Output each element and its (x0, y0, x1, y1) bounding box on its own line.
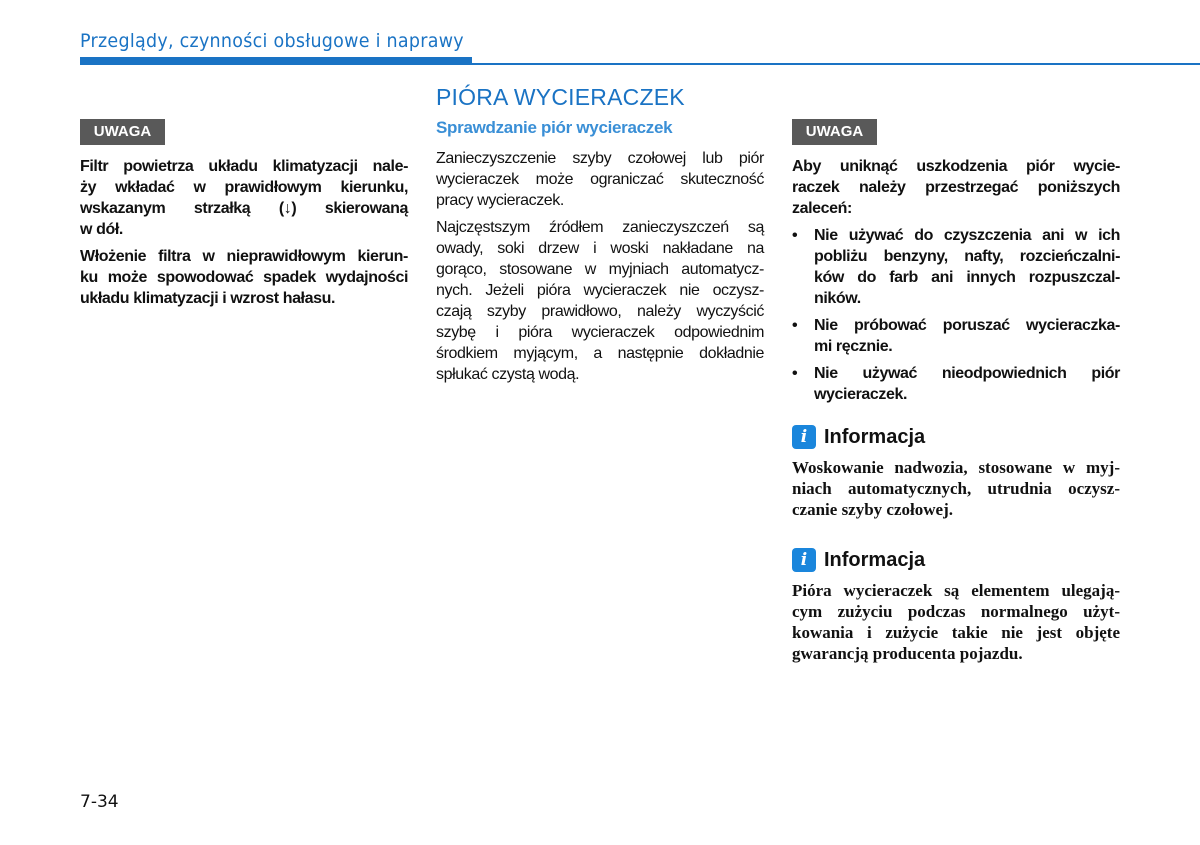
text-line: owady, soki drzew i woski nakładane na (436, 240, 764, 257)
text-line: gwarancją producenta pojazdu. (792, 644, 1023, 663)
text-line: Filtr powietrza układu klimatyzacji nale- (80, 158, 408, 175)
text-line: Woskowanie nadwozia, stosowane w myj- (792, 458, 1120, 477)
bullet-3 (792, 363, 1120, 405)
info-text-2 (792, 580, 1120, 664)
text-line: czanie szyby czołowej. (792, 500, 953, 519)
text-line: nych. Jeżeli pióra wycieraczek nie oczysz- (436, 282, 764, 299)
header-bar (80, 57, 472, 65)
warning-badge-right: UWAGA (792, 119, 877, 145)
right-warning-text (792, 156, 1120, 411)
text-line: gorąco, stosowane w myjniach automatycz- (436, 261, 764, 278)
header-rule (472, 63, 1200, 65)
text-line: wskazanym strzałką (↓) skierowaną (80, 200, 408, 217)
info-title: Informacja (824, 548, 926, 571)
warning-badge-left: UWAGA (80, 119, 165, 145)
middle-p1 (436, 148, 764, 211)
bullet-icon: • (792, 227, 798, 244)
text-line: ku może spowodować spadek wydajności (80, 269, 408, 286)
text-line: raczek należy przestrzegać poniższych (792, 179, 1120, 196)
right-intro (792, 156, 1120, 219)
text-line: Pióra wycieraczek są elementem ulegają- (792, 581, 1120, 600)
text-line: pobliżu benzyny, nafty, rozcieńczalni- (814, 248, 1120, 265)
text-line: ży wkładać w prawidłowym kierunku, (80, 179, 408, 196)
info-heading-2 (792, 548, 925, 572)
text-line: czają szyby prawidłowo, należy wyczyścić (436, 303, 764, 320)
text-line: Nie używać do czyszczenia ani w ich (814, 227, 1120, 244)
page-number: 7-34 (80, 792, 119, 812)
text-line: Nie używać nieodpowiednich piór (814, 365, 1120, 382)
middle-text (436, 148, 764, 391)
text-line: niach automatycznych, utrudnia oczysz- (792, 479, 1120, 498)
bullet-1 (792, 225, 1120, 309)
text-line: kowania i zużycie takie nie jest objęte (792, 623, 1120, 642)
text-line: ków do farb ani innych rozpuszczal- (814, 269, 1120, 286)
text-line: Zanieczyszczenie szyby czołowej lub piór (436, 150, 764, 167)
text-line: mi ręcznie. (814, 338, 893, 355)
subtitle: Sprawdzanie piór wycieraczek (436, 118, 673, 137)
text-line: w dół. (80, 221, 123, 238)
left-p1 (80, 156, 408, 240)
info-title: Informacja (824, 425, 926, 448)
bullet-icon: • (792, 365, 798, 382)
text-line: środkiem myjącym, a następnie dokładnie (436, 345, 764, 362)
info-icon: i (792, 548, 816, 572)
text-line: spłukać czystą wodą. (436, 366, 580, 383)
text-line: Włożenie filtra w nieprawidłowym kierun- (80, 248, 408, 265)
text-line: pracy wycieraczek. (436, 192, 564, 209)
text-line: układu klimatyzacji i wzrost hałasu. (80, 290, 336, 307)
section-header: Przeglądy, czynności obsługowe i naprawy (80, 30, 464, 52)
bullet-icon: • (792, 317, 798, 334)
info-heading-1 (792, 425, 925, 449)
page-title: PIÓRA WYCIERACZEK (436, 84, 685, 110)
text-line: ników. (814, 290, 861, 307)
text-line: wycieraczek. (814, 386, 908, 403)
text-line: wycieraczek może ograniczać skuteczność (436, 171, 764, 188)
left-warning-text (80, 156, 408, 315)
text-line: zaleceń: (792, 200, 852, 217)
text-line: szybę i pióra wycieraczek odpowiednim (436, 324, 764, 341)
middle-p2 (436, 217, 764, 385)
text-line: Aby uniknąć uszkodzenia piór wycie- (792, 158, 1120, 175)
text-line: Nie próbować poruszać wycieraczka- (814, 317, 1120, 334)
bullet-2 (792, 315, 1120, 357)
text-line: cym zużyciu podczas normalnego użyt- (792, 602, 1120, 621)
info-text-1 (792, 457, 1120, 520)
info-icon: i (792, 425, 816, 449)
text-line: Najczęstszym źródłem zanieczyszczeń są (436, 219, 764, 236)
left-p2 (80, 246, 408, 309)
